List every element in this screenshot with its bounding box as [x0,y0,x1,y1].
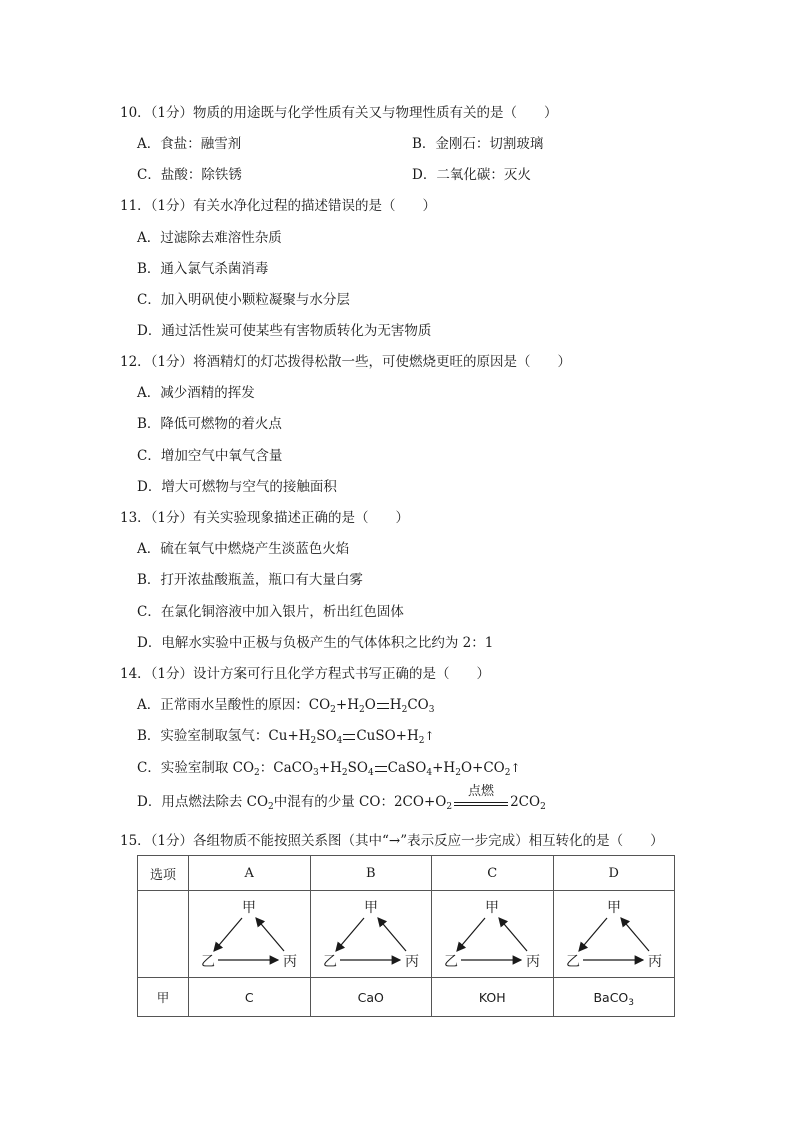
q14-option-d-label: D．用点燃法除去 CO [137,794,269,810]
node-right: 丙 [404,954,419,970]
arrow-right-to-top [621,918,649,951]
table-header-cell: D [553,856,675,891]
q14-option-d-mid: 中混有的少量 CO： [273,794,394,810]
relation-diagram [194,896,304,972]
node-left: 乙 [565,954,580,970]
q10-option-b: B．金刚石：切割玻璃 [412,136,544,152]
relation-diagram-cell [432,891,554,978]
q11-stem: 11．（1分）有关水净化过程的描述错误的是（ ） [120,198,437,214]
q14-option-b-equation: $Cu+H_2SO_4$ $CuSO+H_2↑$ [268,728,435,746]
node-left: 乙 [444,954,459,970]
relation-diagram [437,896,547,972]
arrow-top-to-left [214,918,242,951]
reaction-condition-text: 点燃 [468,784,495,799]
table-cell: C [189,978,311,1017]
q14-option-a [137,696,434,714]
q13-stem: 13．（1分）有关实验现象描述正确的是（ ） [120,510,410,526]
q14-option-c-colon: ： [259,760,274,776]
relation-diagram-cell [553,891,675,978]
q15-stem: 15．（1分）各组物质不能按照关系图（其中“→”表示反应一步完成）相互转化的是（ ） [120,833,664,849]
node-right: 丙 [647,954,662,970]
relation-diagram-cell [310,891,432,978]
q12-stem: 12．（1分）将酒精灯的灯芯拨得松散一些，可使燃烧更旺的原因是（ ） [120,354,572,370]
q11-option-b: B．通入氯气杀菌消毒 [137,261,269,277]
relation-diagram [559,896,669,972]
relation-diagram [316,896,426,972]
q11-option-c: C．加入明矾使小颗粒凝聚与水分层 [137,292,350,308]
q14-option-c-label: C．实验室制取 CO [137,760,255,776]
q13-option-d: D．电解水实验中正极与负极产生的气体体积之比约为 2：1 [137,635,494,651]
table-header-row [138,856,675,891]
reaction-condition [454,784,508,811]
q10-option-c: C．盐酸：除铁锈 [137,167,242,183]
arrow-right-to-top [378,918,406,951]
q14-option-d-sub: 2 [268,802,274,812]
arrow-top-to-left [457,918,485,951]
node-top: 甲 [242,900,257,916]
q13-option-c: C．在氯化铜溶液中加入银片，析出红色固体 [137,604,404,620]
table-cell: KOH [432,978,554,1017]
q14-option-a-equation: $CO_2+H_2O$ $H_2CO_3$ [308,697,435,715]
q10-option-a: A．食盐：融雪剂 [137,136,242,152]
arrow-top-to-left [336,918,364,951]
q15-options-table [137,855,675,1017]
q14-option-b-label: B．实验室制取氢气： [137,728,269,744]
table-cell-empty [138,891,189,978]
q11-option-a: A．过滤除去难溶性杂质 [137,230,282,246]
q12-option-a: A．减少酒精的挥发 [137,385,255,401]
table-cell: BaCO$_3$ [553,978,675,1017]
q12-option-d: D．增大可燃物与空气的接触面积 [137,479,337,495]
q11-option-d: D．通过活性炭可使某些有害物质转化为无害物质 [137,323,432,339]
q10-stem: 10．（1分）物质的用途既与化学性质有关又与物理性质有关的是（ ） [120,105,558,121]
node-top: 甲 [606,900,621,916]
q10-option-d: D．二氧化碳：灭火 [412,167,531,183]
arrow-top-to-left [579,918,607,951]
q12-option-c: C．增加空气中氧气含量 [137,448,283,464]
table-header-cell: 选项 [138,856,189,891]
table-value-row [138,978,675,1017]
table-cell: CaO [310,978,432,1017]
arrow-right-to-top [256,918,284,951]
q14-option-c [137,759,521,777]
node-left: 乙 [201,954,216,970]
table-header-cell: A [189,856,311,891]
q14-option-d-equation: $2CO+O_2$ 点燃 $2CO_2$ [393,784,546,812]
q14-option-a-label: A．正常雨水呈酸性的原因： [137,697,309,713]
q12-option-b: B．降低可燃物的着火点 [137,416,282,432]
q14-option-b [137,727,435,745]
table-header-cell: B [310,856,432,891]
table-header-cell: C [432,856,554,891]
table-row-label: 甲 [138,978,189,1017]
q14-stem: 14．（1分）设计方案可行且化学方程式书写正确的是（ ） [120,666,491,682]
q14-option-c-sub: 2 [254,768,260,778]
q13-option-b: B．打开浓盐酸瓶盖，瓶口有大量白雾 [137,572,363,588]
table-diagram-row [138,891,675,978]
relation-diagram-cell [189,891,311,978]
q14-option-c-equation: $CaCO_3+H_2SO_4$ $CaSO_4+H_2O+CO_2↑$ [273,760,521,778]
arrow-right-to-top [499,918,527,951]
node-top: 甲 [485,900,500,916]
node-right: 丙 [283,954,298,970]
q14-option-d [137,784,546,812]
node-top: 甲 [363,900,378,916]
q13-option-a: A．硫在氧气中燃烧产生淡蓝色火焰 [137,541,350,557]
node-right: 丙 [526,954,541,970]
node-left: 乙 [322,954,337,970]
